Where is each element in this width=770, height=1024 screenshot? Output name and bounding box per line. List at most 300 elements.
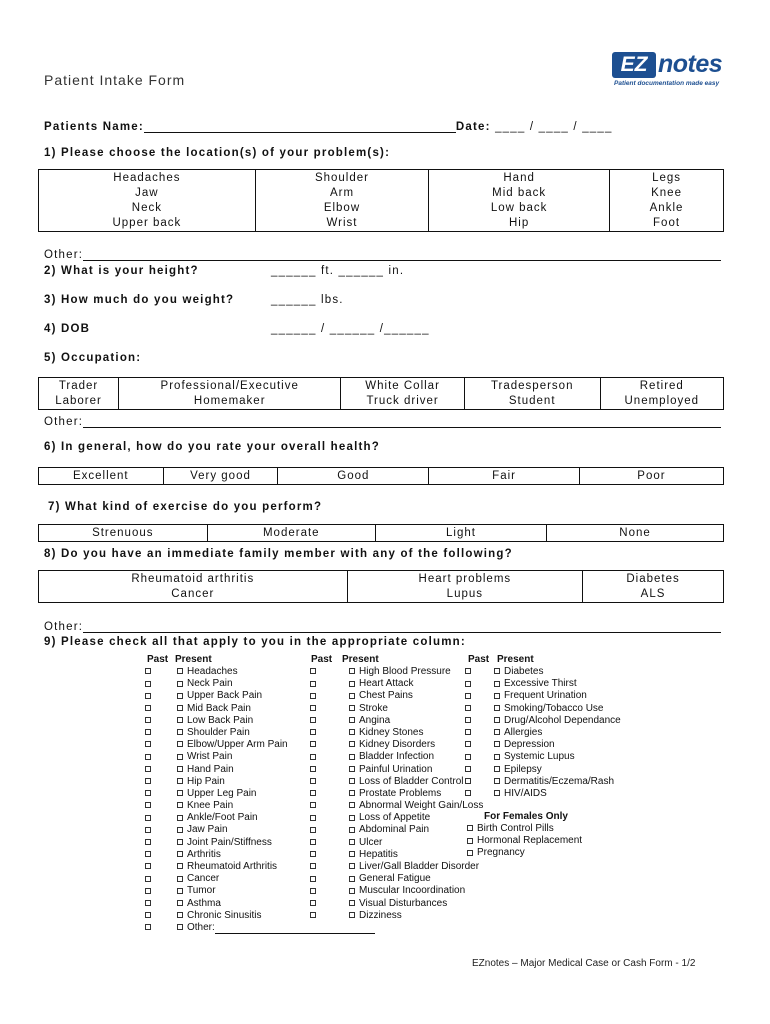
- checklist-label: Pregnancy: [477, 847, 525, 859]
- present-checkbox[interactable]: [177, 827, 183, 833]
- q7-option[interactable]: Moderate: [207, 525, 375, 542]
- q1-col-2: [429, 170, 610, 232]
- q9-other-field[interactable]: [215, 923, 375, 934]
- checklist-label: Bladder Infection: [359, 751, 435, 763]
- q5-occupation-table: [38, 377, 724, 410]
- checklist-row: [465, 764, 621, 776]
- checklist-label: Birth Control Pills: [477, 823, 554, 834]
- present-checkbox[interactable]: [177, 876, 183, 882]
- checklist-row: [310, 715, 483, 727]
- checklist-label: Prostate Problems: [359, 787, 442, 799]
- past-checkbox[interactable]: [310, 851, 316, 857]
- past-checkbox[interactable]: [145, 900, 151, 906]
- present-checkbox[interactable]: [494, 729, 500, 735]
- q1-option[interactable]: Upper back: [112, 217, 182, 229]
- past-checkbox[interactable]: [310, 766, 316, 772]
- q3-weight-field[interactable]: ______ lbs.: [271, 294, 344, 306]
- checklist-row: [467, 835, 582, 847]
- q8-other-label: Other:: [44, 621, 84, 633]
- checklist-row: [465, 739, 621, 751]
- q6-health-table: [38, 467, 724, 485]
- past-checkbox[interactable]: [145, 778, 151, 784]
- present-checkbox[interactable]: [349, 729, 355, 735]
- past-checkbox[interactable]: [145, 839, 151, 845]
- q9-females-column: [467, 823, 582, 860]
- q7-label: 7) What kind of exercise do you perform?: [48, 501, 323, 513]
- q8-col-0: [39, 571, 348, 603]
- checklist-label: Chest Pains: [359, 690, 413, 702]
- checklist-row: [310, 812, 483, 824]
- present-checkbox[interactable]: [177, 888, 183, 894]
- past-checkbox[interactable]: [145, 888, 151, 894]
- checklist-label: Headaches: [187, 666, 238, 677]
- q1-option[interactable]: Elbow: [323, 202, 361, 214]
- checklist-label: Hormonal Replacement: [477, 835, 583, 847]
- checklist-label: Upper Back Pain: [187, 690, 263, 702]
- checklist-label: Systemic Lupus: [504, 751, 575, 763]
- q6-option[interactable]: Excellent: [39, 468, 164, 485]
- q8-col-2: [583, 571, 724, 603]
- q5-option[interactable]: Homemaker: [193, 395, 266, 407]
- q2-height-field[interactable]: ______ ft. ______ in.: [271, 265, 405, 277]
- present-checkbox[interactable]: [467, 850, 473, 856]
- checklist-label: Hepatitis: [359, 848, 398, 860]
- q2-label: 2) What is your height?: [44, 265, 199, 277]
- checklist-row: [310, 800, 483, 812]
- checklist-label: Kidney Stones: [359, 726, 424, 738]
- patient-name-row: [44, 121, 613, 133]
- q5-option[interactable]: Laborer: [55, 395, 102, 407]
- past-checkbox[interactable]: [145, 863, 151, 869]
- present-checkbox[interactable]: [494, 754, 500, 760]
- checklist-label: Chronic Sinusitis: [187, 909, 262, 921]
- past-checkbox[interactable]: [145, 754, 151, 760]
- checklist-row: [310, 764, 483, 776]
- present-checkbox[interactable]: [177, 851, 183, 857]
- past-checkbox[interactable]: [310, 754, 316, 760]
- q9-label: 9) Please check all that apply to you in the appropriate column:: [44, 636, 466, 648]
- checklist-label: Kidney Disorders: [359, 739, 436, 751]
- q5-other-row: [44, 416, 721, 428]
- checklist-label: Arthritis: [187, 848, 221, 860]
- checklist-row: [310, 910, 483, 922]
- present-checkbox[interactable]: [177, 778, 183, 784]
- q8-option[interactable]: Heart problems: [418, 573, 512, 585]
- checklist-label: Diabetes: [504, 666, 544, 677]
- q5-option[interactable]: White Collar: [365, 380, 440, 392]
- present-checkbox[interactable]: [349, 705, 355, 711]
- past-checkbox[interactable]: [145, 851, 151, 857]
- present-checkbox[interactable]: [177, 754, 183, 760]
- q8-label: 8) Do you have an immediate family member with any of the following?: [44, 548, 513, 560]
- q1-option[interactable]: Headaches: [113, 172, 181, 184]
- patient-name-label: Patients Name:: [44, 121, 144, 133]
- present-checkbox[interactable]: [177, 693, 183, 699]
- checklist-row: [465, 666, 621, 678]
- checklist-label: Dermatitis/Eczema/Rash: [504, 775, 615, 787]
- past-checkbox[interactable]: [310, 876, 316, 882]
- checklist-row: [467, 847, 582, 859]
- past-checkbox[interactable]: [465, 717, 471, 723]
- checklist-label: Hip Pain: [187, 775, 225, 787]
- checklist-label: Muscular Incoordination: [359, 885, 466, 897]
- checklist-label: Visual Disturbances: [359, 897, 448, 909]
- col2-present-header: Present: [342, 654, 379, 665]
- q8-option[interactable]: Cancer: [171, 588, 215, 600]
- present-checkbox[interactable]: [349, 912, 355, 918]
- q1-option[interactable]: Hand: [503, 172, 535, 184]
- past-checkbox[interactable]: [145, 815, 151, 821]
- past-checkbox[interactable]: [465, 766, 471, 772]
- checklist-label: Excessive Thirst: [504, 678, 577, 690]
- present-checkbox[interactable]: [177, 802, 183, 808]
- present-checkbox[interactable]: [494, 705, 500, 711]
- checklist-label: Liver/Gall Bladder Disorder: [359, 861, 480, 872]
- checklist-row: [465, 751, 621, 763]
- past-checkbox[interactable]: [145, 790, 151, 796]
- present-checkbox[interactable]: [349, 876, 355, 882]
- checklist-row: [310, 703, 483, 715]
- past-checkbox[interactable]: [310, 790, 316, 796]
- present-checkbox[interactable]: [349, 815, 355, 821]
- checklist-row: [465, 788, 621, 800]
- q1-col-3: [610, 170, 724, 232]
- q5-other-field[interactable]: [83, 427, 721, 428]
- present-checkbox[interactable]: [494, 681, 500, 687]
- q7-option[interactable]: Strenuous: [39, 525, 208, 542]
- form-title: Patient Intake Form: [44, 72, 186, 88]
- q4-dob-field[interactable]: ______ / ______ /______: [271, 323, 430, 335]
- checklist-row: [310, 776, 483, 788]
- q7-option[interactable]: None: [547, 525, 724, 542]
- checklist-row: [467, 823, 582, 835]
- q7-exercise-table: [38, 524, 724, 542]
- present-checkbox[interactable]: [349, 827, 355, 833]
- checklist-label: Shoulder Pain: [187, 726, 250, 738]
- checklist-label: Rheumatoid Arthritis: [187, 861, 278, 872]
- past-checkbox[interactable]: [465, 790, 471, 796]
- checklist-label: Heart Attack: [359, 678, 414, 690]
- present-checkbox[interactable]: [349, 717, 355, 723]
- present-checkbox[interactable]: [177, 839, 183, 845]
- q8-col-1: [347, 571, 583, 603]
- checklist-label: Dizziness: [359, 909, 402, 921]
- present-checkbox[interactable]: [467, 825, 473, 831]
- past-checkbox[interactable]: [145, 876, 151, 882]
- past-checkbox[interactable]: [310, 668, 316, 674]
- past-checkbox[interactable]: [310, 741, 316, 747]
- q3-label: 3) How much do you weight?: [44, 294, 235, 306]
- past-checkbox[interactable]: [145, 766, 151, 772]
- col3-present-header: Present: [497, 654, 534, 665]
- q5-option[interactable]: Truck driver: [366, 395, 439, 407]
- present-checkbox[interactable]: [349, 778, 355, 784]
- checklist-label: Painful Urination: [359, 763, 433, 775]
- present-checkbox[interactable]: [494, 766, 500, 772]
- q5-col-2: [341, 378, 464, 410]
- present-checkbox[interactable]: [349, 668, 355, 674]
- checklist-row: [310, 666, 483, 678]
- checklist-label: Other:: [187, 921, 215, 933]
- q8-family-table: [38, 570, 724, 603]
- past-checkbox[interactable]: [310, 693, 316, 699]
- past-checkbox[interactable]: [465, 729, 471, 735]
- checklist-label: Ulcer: [359, 836, 383, 848]
- q8-other-field[interactable]: [83, 632, 721, 633]
- q6-option[interactable]: Poor: [579, 468, 723, 485]
- checklist-label: HIV/AIDS: [504, 787, 547, 799]
- checklist-row: [310, 873, 483, 885]
- checklist-row: [465, 690, 621, 702]
- checklist-label: Stroke: [359, 702, 388, 714]
- past-checkbox[interactable]: [465, 705, 471, 711]
- past-checkbox[interactable]: [145, 741, 151, 747]
- present-checkbox[interactable]: [177, 790, 183, 796]
- q1-option[interactable]: Low back: [490, 202, 548, 214]
- present-checkbox[interactable]: [494, 717, 500, 723]
- present-checkbox[interactable]: [349, 790, 355, 796]
- past-checkbox[interactable]: [145, 924, 151, 930]
- q8-option[interactable]: ALS: [640, 588, 666, 600]
- q5-col-4: [600, 378, 723, 410]
- past-checkbox[interactable]: [310, 802, 316, 808]
- q1-label: 1) Please choose the location(s) of your problem(s):: [44, 147, 391, 159]
- present-checkbox[interactable]: [177, 912, 183, 918]
- q1-other-field[interactable]: [83, 260, 721, 261]
- present-checkbox[interactable]: [177, 729, 183, 735]
- checklist-row: [310, 678, 483, 690]
- checklist-label: General Fatigue: [359, 873, 431, 885]
- checklist-label: Mid Back Pain: [187, 702, 251, 714]
- logo-tagline: Patient documentation made easy: [614, 80, 720, 87]
- past-checkbox[interactable]: [310, 900, 316, 906]
- checklist-label: Neck Pain: [187, 678, 233, 690]
- checklist-row: [465, 715, 621, 727]
- q7-option[interactable]: Light: [375, 525, 546, 542]
- past-checkbox[interactable]: [145, 705, 151, 711]
- past-checkbox[interactable]: [465, 741, 471, 747]
- checklist-label: Loss of Bladder Control: [359, 775, 464, 787]
- past-checkbox[interactable]: [310, 717, 316, 723]
- checklist-label: Knee Pain: [187, 800, 234, 812]
- past-checkbox[interactable]: [310, 863, 316, 869]
- q1-other-label: Other:: [44, 249, 84, 261]
- past-checkbox[interactable]: [465, 681, 471, 687]
- present-checkbox[interactable]: [467, 838, 473, 844]
- checklist-label: Upper Leg Pain: [187, 787, 257, 799]
- past-checkbox[interactable]: [145, 912, 151, 918]
- logo-ez-mark: EZ: [612, 52, 656, 78]
- checklist-row: [310, 690, 483, 702]
- present-checkbox[interactable]: [177, 741, 183, 747]
- q1-option[interactable]: Hip: [509, 217, 530, 229]
- col1-present-header: Present: [175, 654, 212, 665]
- checklist-label: Cancer: [187, 873, 220, 885]
- checklist-label: Depression: [504, 739, 555, 751]
- present-checkbox[interactable]: [349, 681, 355, 687]
- past-checkbox[interactable]: [145, 827, 151, 833]
- females-only-header: For Females Only: [484, 811, 568, 822]
- col2-past-header: Past: [311, 654, 333, 665]
- q1-col-0: [39, 170, 256, 232]
- present-checkbox[interactable]: [349, 863, 355, 869]
- checklist-row: [310, 727, 483, 739]
- past-checkbox[interactable]: [145, 802, 151, 808]
- q5-option[interactable]: Trader: [58, 380, 99, 392]
- checklist-label: Low Back Pain: [187, 714, 254, 726]
- checklist-row: [310, 885, 483, 897]
- checklist-label: Loss of Appetite: [359, 812, 431, 824]
- q1-option[interactable]: Arm: [329, 187, 355, 199]
- present-checkbox[interactable]: [494, 790, 500, 796]
- checklist-label: Epilepsy: [504, 763, 542, 775]
- checklist-label: Joint Pain/Stiffness: [187, 836, 272, 848]
- footer-text: EZnotes – Major Medical Case or Cash Form - 1/2: [472, 958, 696, 969]
- q9-column-3: [465, 666, 621, 800]
- q6-option[interactable]: Fair: [429, 468, 580, 485]
- checklist-row: [465, 678, 621, 690]
- checklist-label: Asthma: [187, 897, 221, 909]
- past-checkbox[interactable]: [310, 815, 316, 821]
- past-checkbox[interactable]: [310, 705, 316, 711]
- q5-col-1: [119, 378, 341, 410]
- present-checkbox[interactable]: [177, 705, 183, 711]
- checklist-row: [310, 898, 483, 910]
- q4-label: 4) DOB: [44, 323, 91, 335]
- past-checkbox[interactable]: [465, 668, 471, 674]
- present-checkbox[interactable]: [177, 681, 183, 687]
- present-checkbox[interactable]: [349, 851, 355, 857]
- past-checkbox[interactable]: [465, 754, 471, 760]
- checklist-label: Drug/Alcohol Dependance: [504, 714, 621, 726]
- q1-location-table: [38, 169, 724, 232]
- q5-option[interactable]: Student: [508, 395, 556, 407]
- col1-past-header: Past: [147, 654, 169, 665]
- q8-other-row: [44, 621, 721, 633]
- present-checkbox[interactable]: [177, 717, 183, 723]
- past-checkbox[interactable]: [145, 693, 151, 699]
- q8-option[interactable]: Diabetes: [626, 573, 680, 585]
- q5-label: 5) Occupation:: [44, 352, 142, 364]
- past-checkbox[interactable]: [145, 681, 151, 687]
- present-checkbox[interactable]: [349, 839, 355, 845]
- q5-other-label: Other:: [44, 416, 84, 428]
- q5-option[interactable]: Unemployed: [624, 395, 700, 407]
- present-checkbox[interactable]: [494, 668, 500, 674]
- q5-col-0: [39, 378, 119, 410]
- q8-option[interactable]: Lupus: [446, 588, 484, 600]
- past-checkbox[interactable]: [145, 717, 151, 723]
- q5-option[interactable]: Retired: [639, 380, 684, 392]
- checklist-label: Angina: [359, 714, 391, 726]
- past-checkbox[interactable]: [310, 778, 316, 784]
- date-field[interactable]: ____ / ____ / ____: [495, 121, 613, 133]
- past-checkbox[interactable]: [465, 693, 471, 699]
- past-checkbox[interactable]: [145, 668, 151, 674]
- present-checkbox[interactable]: [349, 741, 355, 747]
- present-checkbox[interactable]: [349, 802, 355, 808]
- present-checkbox[interactable]: [177, 863, 183, 869]
- q1-option[interactable]: Legs: [652, 172, 681, 184]
- logo-wordmark: notes: [658, 50, 723, 78]
- present-checkbox[interactable]: [349, 766, 355, 772]
- checklist-label: Hand Pain: [187, 763, 234, 775]
- q6-option[interactable]: Good: [278, 468, 429, 485]
- present-checkbox[interactable]: [177, 815, 183, 821]
- present-checkbox[interactable]: [177, 766, 183, 772]
- q5-option[interactable]: Professional/Executive: [160, 380, 299, 392]
- checklist-row: [465, 727, 621, 739]
- present-checkbox[interactable]: [349, 888, 355, 894]
- q1-option[interactable]: Mid back: [492, 187, 547, 199]
- q9-column-2: [310, 666, 483, 922]
- q1-option[interactable]: Knee: [651, 187, 682, 199]
- q1-other-row: [44, 249, 721, 261]
- checklist-row: [465, 776, 621, 788]
- present-checkbox[interactable]: [349, 754, 355, 760]
- past-checkbox[interactable]: [145, 729, 151, 735]
- q5-option[interactable]: Tradesperson: [490, 380, 574, 392]
- q1-option[interactable]: Foot: [653, 217, 681, 229]
- present-checkbox[interactable]: [349, 693, 355, 699]
- checklist-label: Abdominal Pain: [359, 824, 430, 836]
- past-checkbox[interactable]: [310, 729, 316, 735]
- checklist-label: Jaw Pain: [187, 824, 228, 836]
- checklist-label: Frequent Urination: [504, 690, 587, 702]
- q1-option[interactable]: Jaw: [135, 187, 159, 199]
- q1-option[interactable]: Shoulder: [314, 172, 369, 184]
- past-checkbox[interactable]: [310, 912, 316, 918]
- checklist-row: [310, 849, 483, 861]
- checklist-label: Abnormal Weight Gain/Loss: [359, 800, 484, 812]
- checklist-row: [465, 703, 621, 715]
- q1-option[interactable]: Wrist: [326, 217, 358, 229]
- present-checkbox[interactable]: [349, 900, 355, 906]
- present-checkbox[interactable]: [494, 778, 500, 784]
- checklist-row: [310, 824, 483, 836]
- present-checkbox[interactable]: [177, 668, 183, 674]
- past-checkbox[interactable]: [465, 778, 471, 784]
- patient-name-field[interactable]: [144, 132, 456, 133]
- present-checkbox[interactable]: [494, 741, 500, 747]
- checklist-row: [310, 751, 483, 763]
- present-checkbox[interactable]: [177, 924, 183, 930]
- checklist-label: Tumor: [187, 885, 216, 897]
- past-checkbox[interactable]: [310, 681, 316, 687]
- q8-option[interactable]: Rheumatoid arthritis: [131, 573, 255, 585]
- q1-col-1: [255, 170, 428, 232]
- checklist-label: High Blood Pressure: [359, 666, 451, 677]
- present-checkbox[interactable]: [494, 693, 500, 699]
- past-checkbox[interactable]: [310, 888, 316, 894]
- checklist-row: [310, 837, 483, 849]
- checklist-label: Smoking/Tobacco Use: [504, 702, 604, 714]
- eznotes-logo: [612, 50, 730, 90]
- checklist-row: [310, 739, 483, 751]
- q5-col-3: [464, 378, 600, 410]
- q1-option[interactable]: Ankle: [649, 202, 684, 214]
- checklist-label: Ankle/Foot Pain: [187, 812, 258, 824]
- past-checkbox[interactable]: [310, 839, 316, 845]
- q1-option[interactable]: Neck: [131, 202, 162, 214]
- col3-past-header: Past: [468, 654, 490, 665]
- present-checkbox[interactable]: [177, 900, 183, 906]
- date-label: Date:: [455, 121, 491, 133]
- checklist-label: Wrist Pain: [187, 751, 233, 763]
- q6-option[interactable]: Very good: [163, 468, 278, 485]
- past-checkbox[interactable]: [310, 827, 316, 833]
- checklist-row: [145, 922, 375, 934]
